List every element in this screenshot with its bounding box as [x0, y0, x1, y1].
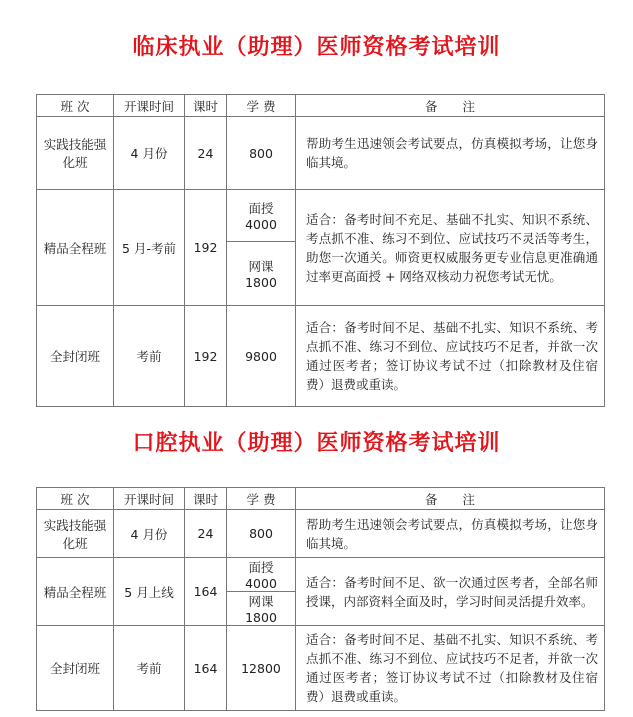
- start-time: 考前: [114, 626, 185, 711]
- fee: 800: [227, 510, 296, 558]
- header-start: 开课时间: [114, 488, 185, 510]
- header-fee: 学 费: [227, 95, 296, 117]
- table-header-row: [37, 95, 605, 117]
- note: 适合：备考时间不足、基础不扎实、知识不系统、考点抓不准、练习不到位、应试技巧不足者，并欲一次通过医考者；签订协议考试不过（扣除教材及住宿费）退费或重读。: [296, 306, 605, 407]
- fee-in-person: 面授 4000: [227, 190, 296, 242]
- header-hours: 课时: [185, 488, 227, 510]
- dental-fee-table: [36, 487, 605, 711]
- hours: 192: [185, 306, 227, 407]
- hours: 192: [185, 190, 227, 306]
- fee-online: 网课 1800: [227, 242, 296, 306]
- table-header-row: [37, 488, 605, 510]
- class-name: 精品全程班: [37, 190, 114, 306]
- hours: 24: [185, 117, 227, 190]
- header-start: 开课时间: [114, 95, 185, 117]
- class-name: 实践技能强化班: [37, 117, 114, 190]
- fee: 12800: [227, 626, 296, 711]
- table-row: [37, 626, 605, 711]
- header-class: 班 次: [37, 95, 114, 117]
- fee-in-person: 面授 4000: [227, 558, 296, 592]
- note: 适合：备考时间不足、欲一次通过医考者，全部名师授课，内部资料全面及时，学习时间灵活提升效率。: [296, 558, 605, 626]
- start-time: 4 月份: [114, 117, 185, 190]
- class-name: 全封闭班: [37, 306, 114, 407]
- table-row: [37, 117, 605, 190]
- class-name: 全封闭班: [37, 626, 114, 711]
- note: 帮助考生迅速领会考试要点，仿真模拟考场，让您身临其境。: [296, 510, 605, 558]
- start-time: 考前: [114, 306, 185, 407]
- fee-online: 网课 1800: [227, 592, 296, 626]
- fee: 9800: [227, 306, 296, 407]
- section-title-clinical: 临床执业（助理）医师资格考试培训: [132, 35, 501, 60]
- note: 帮助考生迅速领会考试要点，仿真模拟考场，让您身临其境。: [296, 117, 605, 190]
- table-row: [37, 190, 605, 242]
- start-time: 5 月-考前: [114, 190, 185, 306]
- class-name: 实践技能强化班: [37, 510, 114, 558]
- header-fee: 学 费: [227, 488, 296, 510]
- hours: 164: [185, 626, 227, 711]
- table-row: [37, 306, 605, 407]
- header-class: 班 次: [37, 488, 114, 510]
- header-note: 备 注: [296, 488, 605, 510]
- hours: 24: [185, 510, 227, 558]
- start-time: 5 月上线: [114, 558, 185, 626]
- header-note: 备 注: [296, 95, 605, 117]
- fee: 800: [227, 117, 296, 190]
- section-title-dental: 口腔执业（助理）医师资格考试培训: [132, 431, 501, 456]
- note: 适合：备考时间不充足、基础不扎实、知识不系统、考点抓不准、练习不到位、应试技巧不灵活等考生，助您一次通关。师资更权威服务更专业信息更准确通过率更高面授 + 网络双核动力祝您考试无忧。: [296, 190, 605, 306]
- class-name: 精品全程班: [37, 558, 114, 626]
- table-row: [37, 558, 605, 592]
- note: 适合：备考时间不足、基础不扎实、知识不系统、考点抓不准、练习不到位、应试技巧不足者，并欲一次通过医考者；签订协议考试不过（扣除教材及住宿费）退费或重读。: [296, 626, 605, 711]
- start-time: 4 月份: [114, 510, 185, 558]
- table-row: [37, 510, 605, 558]
- clinical-fee-table: [36, 94, 605, 407]
- header-hours: 课时: [185, 95, 227, 117]
- hours: 164: [185, 558, 227, 626]
